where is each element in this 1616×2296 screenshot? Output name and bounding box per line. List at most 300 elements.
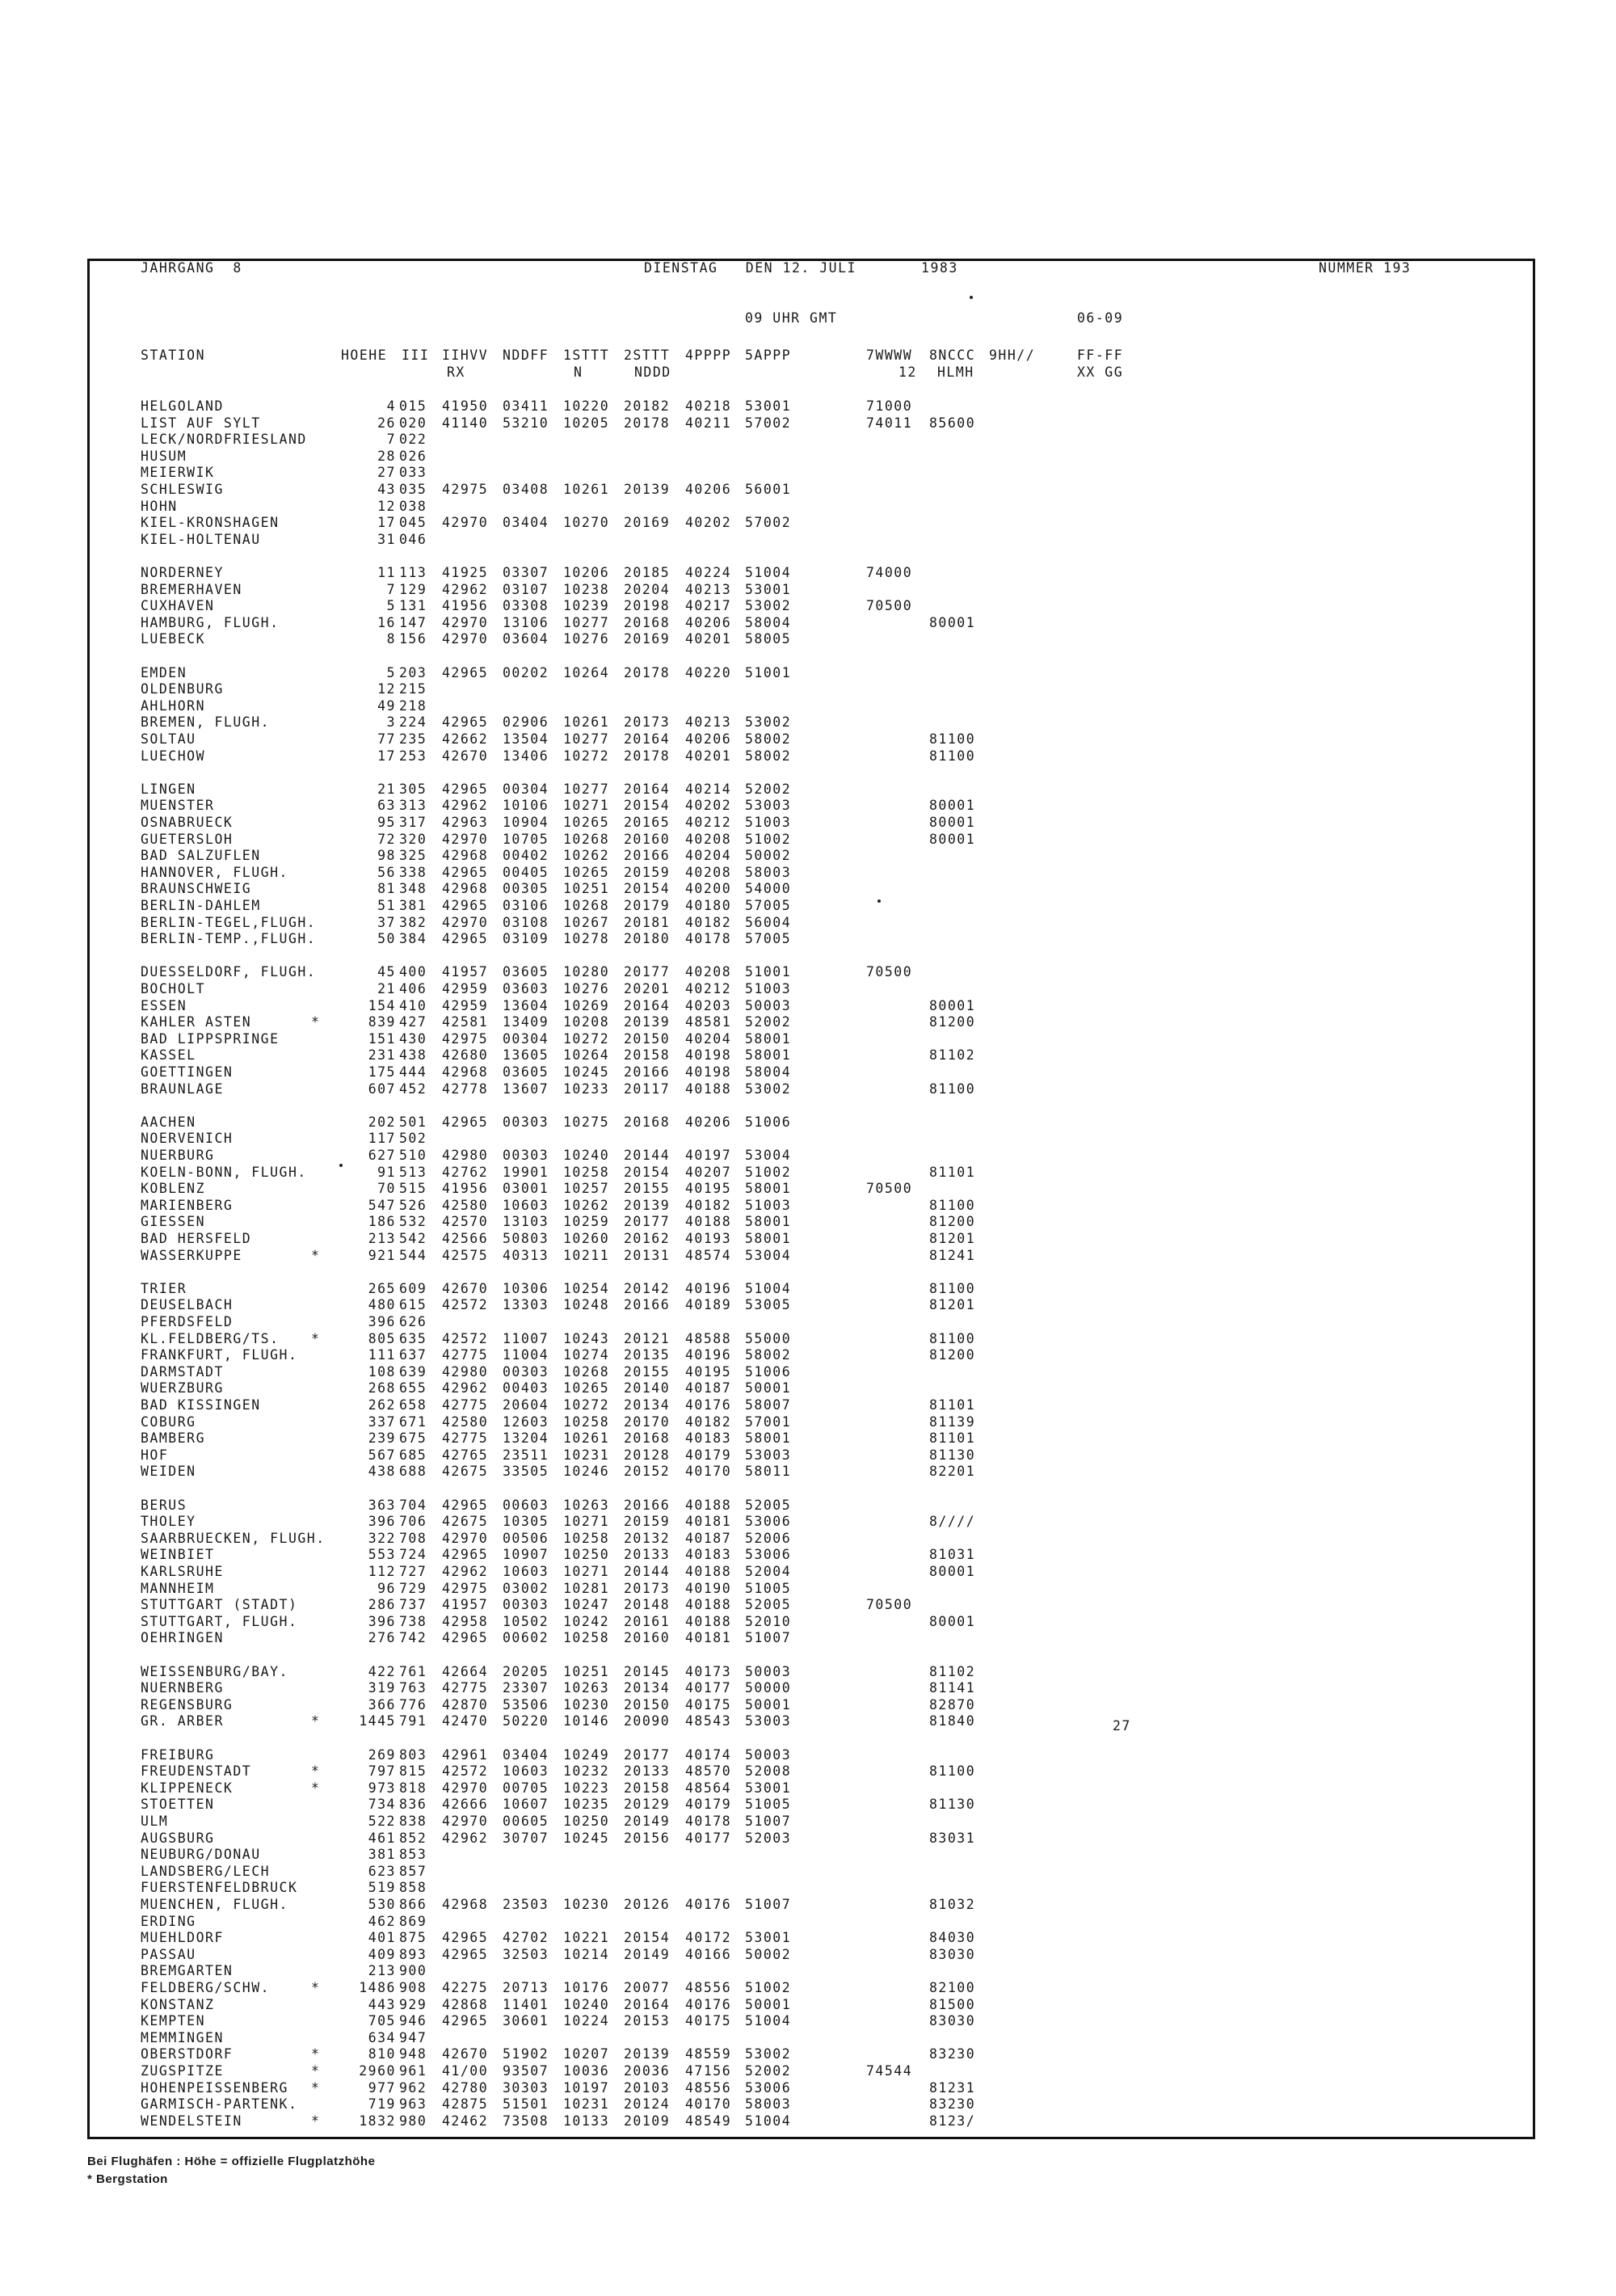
station-id: 655 (399, 1380, 427, 1397)
station-name: NOERVENICH (141, 1131, 234, 1147)
group-iihvv: 42664 (442, 1663, 489, 1679)
station-row (0, 1363, 1616, 1380)
group-5appp: 51005 (745, 1580, 792, 1596)
station-height: 276 (368, 1630, 396, 1646)
group-iihvv: 42968 (442, 1897, 489, 1912)
group-2sttt: 20162 (624, 1231, 671, 1246)
group-1sttt: 10278 (563, 931, 610, 947)
station-name: HOHN (141, 498, 178, 514)
group-8nccc: 80001 (929, 1613, 976, 1629)
station-id: 045 (399, 515, 427, 531)
group-iihvv: 42965 (442, 714, 489, 731)
station-id: 131 (399, 598, 427, 614)
group-nddff: 03605 (503, 1064, 549, 1080)
group-2sttt: 20134 (624, 1397, 671, 1413)
mountain-marker: * (311, 1763, 321, 1780)
station-height: 50 (377, 931, 396, 947)
station-height: 265 (368, 1280, 396, 1296)
station-height: 49 (377, 697, 396, 714)
group-1sttt: 10265 (563, 1380, 610, 1397)
station-row (0, 448, 1616, 465)
group-nddff: 11401 (503, 1996, 549, 2012)
station-row (0, 1763, 1616, 1780)
group-iihvv: 42975 (442, 1580, 489, 1596)
station-row (0, 581, 1616, 598)
group-2sttt: 20159 (624, 1514, 671, 1530)
group-nddff: 10106 (503, 798, 549, 814)
group-5appp: 53004 (745, 1148, 792, 1163)
station-row (0, 880, 1616, 897)
station-row (0, 1313, 1616, 1330)
station-name: BAD LIPPSPRINGE (141, 1030, 280, 1047)
group-2sttt: 20150 (624, 1030, 671, 1047)
station-id: 708 (399, 1530, 427, 1546)
group-8nccc: 80001 (929, 831, 976, 847)
station-row (0, 1147, 1616, 1164)
group-iihvv: 42462 (442, 2113, 489, 2129)
station-id: 688 (399, 1464, 427, 1480)
group-8nccc: 81032 (929, 1897, 976, 1912)
station-height: 480 (368, 1297, 396, 1313)
group-nddff: 00602 (503, 1630, 549, 1646)
group-nddff: 13604 (503, 997, 549, 1013)
station-id: 452 (399, 1081, 427, 1097)
group-iihvv: 42572 (442, 1763, 489, 1780)
station-row (0, 1979, 1616, 1996)
station-row (0, 1013, 1616, 1030)
station-id: 502 (399, 1131, 427, 1147)
group-iihvv: 42980 (442, 1148, 489, 1163)
station-id: 515 (399, 1181, 427, 1197)
station-name: GARMISCH-PARTENK. (141, 2096, 298, 2113)
group-8nccc: 81100 (929, 1763, 976, 1780)
group-2sttt: 20164 (624, 781, 671, 797)
group-2sttt: 20161 (624, 1613, 671, 1629)
station-row (0, 864, 1616, 881)
station-height: 17 (377, 515, 396, 531)
group-nddff: 20604 (503, 1397, 549, 1413)
group-4pppp: 40208 (685, 964, 732, 980)
group-iihvv: 42962 (442, 581, 489, 597)
station-id: 444 (399, 1064, 427, 1080)
group-4pppp: 40206 (685, 482, 732, 497)
group-1sttt: 10274 (563, 1347, 610, 1363)
station-name: WEISSENBURG/BAY. (141, 1663, 288, 1679)
station-row (0, 1164, 1616, 1181)
station-name: THOLEY (141, 1514, 196, 1530)
group-iihvv: 42968 (442, 1064, 489, 1080)
group-5appp: 56001 (745, 482, 792, 497)
station-row (0, 1746, 1616, 1763)
station-id: 381 (399, 898, 427, 913)
station-height: 462 (368, 1913, 396, 1929)
group-iihvv: 42968 (442, 848, 489, 864)
group-iihvv: 42662 (442, 731, 489, 747)
group-2sttt: 20036 (624, 2063, 671, 2079)
group-1sttt: 10245 (563, 1064, 610, 1080)
station-row (0, 1430, 1616, 1447)
group-2sttt: 20090 (624, 1713, 671, 1729)
station-id: 235 (399, 731, 427, 747)
group-1sttt: 10280 (563, 964, 610, 980)
group-2sttt: 20165 (624, 815, 671, 830)
station-name: REGENSBURG (141, 1696, 234, 1713)
scan-speck (877, 899, 881, 903)
group-1sttt: 10262 (563, 848, 610, 864)
station-row (0, 2079, 1616, 2096)
group-2sttt: 20164 (624, 1996, 671, 2012)
station-height: 11 (377, 565, 396, 580)
station-row (0, 1296, 1616, 1313)
group-1sttt: 10260 (563, 1231, 610, 1246)
station-height: 977 (368, 2079, 396, 2096)
group-5appp: 50001 (745, 1380, 792, 1397)
group-1sttt: 10248 (563, 1297, 610, 1313)
group-2sttt: 20185 (624, 565, 671, 580)
station-id: 742 (399, 1630, 427, 1646)
group-4pppp: 40178 (685, 1814, 732, 1829)
group-5appp: 57005 (745, 931, 792, 947)
mountain-marker: * (311, 2079, 321, 2096)
station-name: WEINBIET (141, 1547, 215, 1563)
station-name: FREUDENSTADT (141, 1763, 252, 1780)
station-row (0, 714, 1616, 731)
group-iihvv: 42968 (442, 881, 489, 897)
group-8nccc: 83230 (929, 2046, 976, 2062)
group-iihvv: 42275 (442, 1980, 489, 1995)
group-nddff: 32503 (503, 1946, 549, 1962)
group-8nccc: 81200 (929, 1214, 976, 1230)
station-id: 626 (399, 1314, 427, 1329)
station-name: NORDERNEY (141, 565, 224, 580)
station-id: 033 (399, 465, 427, 481)
group-nddff: 10306 (503, 1280, 549, 1296)
station-height: 70 (377, 1181, 396, 1197)
group-5appp: 58002 (745, 1347, 792, 1363)
station-name: HOHENPEISSENBERG (141, 2079, 288, 2096)
station-height: 95 (377, 815, 396, 830)
group-2sttt: 20178 (624, 664, 671, 680)
station-row (0, 897, 1616, 914)
station-name: AACHEN (141, 1114, 196, 1130)
group-2sttt: 20121 (624, 1330, 671, 1346)
station-height: 409 (368, 1946, 396, 1962)
group-iihvv: 41950 (442, 398, 489, 414)
group-2sttt: 20159 (624, 864, 671, 880)
col-5appp: 5APPP (745, 348, 792, 363)
group-5appp: 58004 (745, 614, 792, 630)
group-1sttt: 10230 (563, 1696, 610, 1713)
group-nddff: 53210 (503, 415, 549, 431)
station-id: 815 (399, 1763, 427, 1780)
group-4pppp: 48549 (685, 2113, 732, 2129)
group-4pppp: 40188 (685, 1613, 732, 1629)
group-4pppp: 40177 (685, 1680, 732, 1696)
group-nddff: 73508 (503, 2113, 549, 2129)
station-id: 866 (399, 1897, 427, 1912)
station-height: 96 (377, 1580, 396, 1596)
group-4pppp: 40179 (685, 1797, 732, 1813)
group-2sttt: 20144 (624, 1564, 671, 1579)
group-1sttt: 10277 (563, 781, 610, 797)
station-height: 2960 (359, 2063, 396, 2079)
station-height: 239 (368, 1430, 396, 1447)
station-id: 615 (399, 1297, 427, 1313)
group-7wwww: 74011 (866, 415, 913, 431)
group-1sttt: 10267 (563, 914, 610, 930)
group-8nccc: 81100 (929, 1280, 976, 1296)
station-name: FELDBERG/SCHW. (141, 1980, 271, 1995)
group-nddff: 03109 (503, 931, 549, 947)
col-nddff: NDDFF (503, 348, 549, 363)
group-2sttt: 20131 (624, 1247, 671, 1263)
group-iihvv: 41957 (442, 964, 489, 980)
group-iihvv: 42962 (442, 1830, 489, 1846)
station-height: 81 (377, 881, 396, 897)
station-id: 038 (399, 498, 427, 514)
station-id: 671 (399, 1413, 427, 1430)
group-5appp: 53001 (745, 581, 792, 597)
station-name: MUEHLDORF (141, 1930, 224, 1946)
group-iihvv: 41956 (442, 598, 489, 614)
group-1sttt: 10247 (563, 1597, 610, 1613)
group-1sttt: 10277 (563, 731, 610, 747)
group-5appp: 58001 (745, 1030, 792, 1047)
station-id: 763 (399, 1680, 427, 1696)
group-5appp: 53002 (745, 714, 792, 731)
group-iihvv: 42675 (442, 1464, 489, 1480)
station-id: 635 (399, 1330, 427, 1346)
group-7wwww: 70500 (866, 964, 913, 980)
group-2sttt: 20144 (624, 1148, 671, 1163)
station-id: 320 (399, 831, 427, 847)
group-2sttt: 20140 (624, 1380, 671, 1397)
col-1sttt: 1STTT (563, 348, 610, 363)
group-nddff: 10603 (503, 1564, 549, 1579)
station-id: 253 (399, 748, 427, 764)
group-nddff: 10904 (503, 815, 549, 830)
group-8nccc: 80001 (929, 997, 976, 1013)
group-iihvv: 42775 (442, 1347, 489, 1363)
station-id: 532 (399, 1214, 427, 1230)
station-name: PFERDSFELD (141, 1314, 234, 1329)
group-iihvv: 42868 (442, 1996, 489, 2012)
station-id: 400 (399, 964, 427, 980)
station-name: NEUBURG/DONAU (141, 1847, 261, 1863)
col-2sttt-sub: NDDD (634, 364, 671, 380)
group-nddff: 00603 (503, 1497, 549, 1513)
group-1sttt: 10257 (563, 1181, 610, 1197)
group-nddff: 10603 (503, 1197, 549, 1213)
group-2sttt: 20164 (624, 997, 671, 1013)
group-1sttt: 10271 (563, 1564, 610, 1579)
station-id: 791 (399, 1713, 427, 1729)
group-iihvv: 42962 (442, 1380, 489, 1397)
group-1sttt: 10250 (563, 1814, 610, 1829)
col-station: STATION (141, 348, 206, 363)
station-name: HELGOLAND (141, 398, 224, 414)
group-8nccc: 81139 (929, 1413, 976, 1430)
station-name: AUGSBURG (141, 1830, 215, 1846)
station-height: 186 (368, 1214, 396, 1230)
station-id: 946 (399, 2013, 427, 2029)
station-row (0, 2096, 1616, 2113)
footnote-bergstation: * Bergstation (87, 2172, 168, 2186)
group-2sttt: 20164 (624, 731, 671, 747)
group-4pppp: 40224 (685, 565, 732, 580)
group-iihvv: 42762 (442, 1164, 489, 1180)
station-height: 286 (368, 1597, 396, 1613)
group-5appp: 53002 (745, 2046, 792, 2062)
group-iihvv: 42965 (442, 1497, 489, 1513)
station-height: 8 (386, 631, 396, 647)
group-5appp: 53003 (745, 1447, 792, 1463)
station-row (0, 415, 1616, 432)
group-nddff: 03307 (503, 565, 549, 580)
station-height: 5 (386, 664, 396, 680)
group-1sttt: 10269 (563, 997, 610, 1013)
col-ff: FF-FF (1077, 348, 1124, 363)
group-nddff: 00405 (503, 864, 549, 880)
station-row (0, 2045, 1616, 2062)
station-name: STOETTEN (141, 1797, 215, 1813)
station-row (0, 1346, 1616, 1363)
group-5appp: 51001 (745, 964, 792, 980)
group-5appp: 57001 (745, 1413, 792, 1430)
group-4pppp: 40181 (685, 1630, 732, 1646)
station-row (0, 1546, 1616, 1563)
station-height: 12 (377, 681, 396, 697)
group-4pppp: 48581 (685, 1014, 732, 1030)
group-4pppp: 40183 (685, 1547, 732, 1563)
group-1sttt: 10251 (563, 881, 610, 897)
group-1sttt: 10230 (563, 1897, 610, 1912)
station-row (0, 2062, 1616, 2079)
station-id: 325 (399, 848, 427, 864)
station-height: 839 (368, 1014, 396, 1030)
side-number: 27 (1113, 1718, 1131, 1734)
group-2sttt: 20124 (624, 2096, 671, 2113)
group-nddff: 53506 (503, 1696, 549, 1713)
group-1sttt: 10250 (563, 1547, 610, 1563)
group-4pppp: 40173 (685, 1663, 732, 1679)
group-nddff: 20713 (503, 1980, 549, 1995)
group-2sttt: 20109 (624, 2113, 671, 2129)
station-row (0, 980, 1616, 997)
group-nddff: 50803 (503, 1231, 549, 1246)
group-nddff: 10305 (503, 1514, 549, 1530)
group-1sttt: 10261 (563, 1430, 610, 1447)
station-id: 776 (399, 1696, 427, 1713)
group-1sttt: 10231 (563, 1447, 610, 1463)
group-iihvv: 42778 (442, 1081, 489, 1097)
station-name: BERLIN-TEMP.,FLUGH. (141, 931, 317, 947)
station-name: BRAUNLAGE (141, 1081, 224, 1097)
group-5appp: 58003 (745, 2096, 792, 2113)
group-1sttt: 10240 (563, 1148, 610, 1163)
group-iihvv: 42675 (442, 1514, 489, 1530)
group-2sttt: 20077 (624, 1980, 671, 1995)
station-id: 427 (399, 1014, 427, 1030)
group-1sttt: 10246 (563, 1464, 610, 1480)
group-2sttt: 20201 (624, 981, 671, 996)
group-1sttt: 10206 (563, 565, 610, 580)
group-nddff: 00402 (503, 848, 549, 864)
group-2sttt: 20160 (624, 831, 671, 847)
station-row (0, 1696, 1616, 1713)
group-2sttt: 20173 (624, 714, 671, 731)
group-8nccc: 80001 (929, 798, 976, 814)
group-1sttt: 10264 (563, 664, 610, 680)
group-8nccc: 81201 (929, 1297, 976, 1313)
mountain-marker: * (311, 2046, 321, 2062)
station-id: 430 (399, 1030, 427, 1047)
group-4pppp: 40181 (685, 1514, 732, 1530)
station-name: OLDENBURG (141, 681, 224, 697)
group-2sttt: 20169 (624, 515, 671, 531)
station-row (0, 481, 1616, 498)
group-5appp: 52002 (745, 781, 792, 797)
station-row (0, 1513, 1616, 1530)
station-height: 627 (368, 1148, 396, 1163)
station-height: 108 (368, 1363, 396, 1380)
station-name: KEMPTEN (141, 2013, 206, 2029)
group-8nccc: 81231 (929, 2079, 976, 2096)
group-1sttt: 10258 (563, 1164, 610, 1180)
group-4pppp: 40176 (685, 1897, 732, 1912)
station-row (0, 697, 1616, 714)
group-1sttt: 10263 (563, 1497, 610, 1513)
group-8nccc: 81141 (929, 1680, 976, 1696)
group-5appp: 53005 (745, 1297, 792, 1313)
group-4pppp: 40213 (685, 714, 732, 731)
station-name: MEMMINGEN (141, 2029, 224, 2045)
group-nddff: 00304 (503, 1030, 549, 1047)
group-2sttt: 20198 (624, 598, 671, 614)
group-1sttt: 10205 (563, 415, 610, 431)
station-height: 366 (368, 1696, 396, 1713)
group-5appp: 51001 (745, 664, 792, 680)
station-height: 231 (368, 1047, 396, 1064)
station-name: ESSEN (141, 997, 187, 1013)
group-nddff: 00304 (503, 781, 549, 797)
station-row (0, 1114, 1616, 1131)
station-height: 213 (368, 1963, 396, 1979)
station-name: GIESSEN (141, 1214, 206, 1230)
mountain-marker: * (311, 2063, 321, 2079)
group-8nccc: 81101 (929, 1397, 976, 1413)
station-height: 1486 (359, 1980, 396, 1995)
group-5appp: 58001 (745, 1047, 792, 1064)
station-height: 21 (377, 781, 396, 797)
station-row (0, 1596, 1616, 1613)
station-name: LUECHOW (141, 748, 206, 764)
group-nddff: 19901 (503, 1164, 549, 1180)
group-iihvv: 42962 (442, 1564, 489, 1579)
group-nddff: 03603 (503, 981, 549, 996)
group-8nccc: 83230 (929, 2096, 976, 2113)
group-2sttt: 20153 (624, 2013, 671, 2029)
group-nddff: 13204 (503, 1430, 549, 1447)
station-row (0, 731, 1616, 748)
group-iihvv: 42580 (442, 1197, 489, 1213)
group-2sttt: 20168 (624, 1114, 671, 1130)
group-2sttt: 20204 (624, 581, 671, 597)
group-5appp: 57005 (745, 898, 792, 913)
group-iihvv: 42965 (442, 1946, 489, 1962)
station-row (0, 1064, 1616, 1081)
period-label: 06-09 (1077, 310, 1124, 326)
